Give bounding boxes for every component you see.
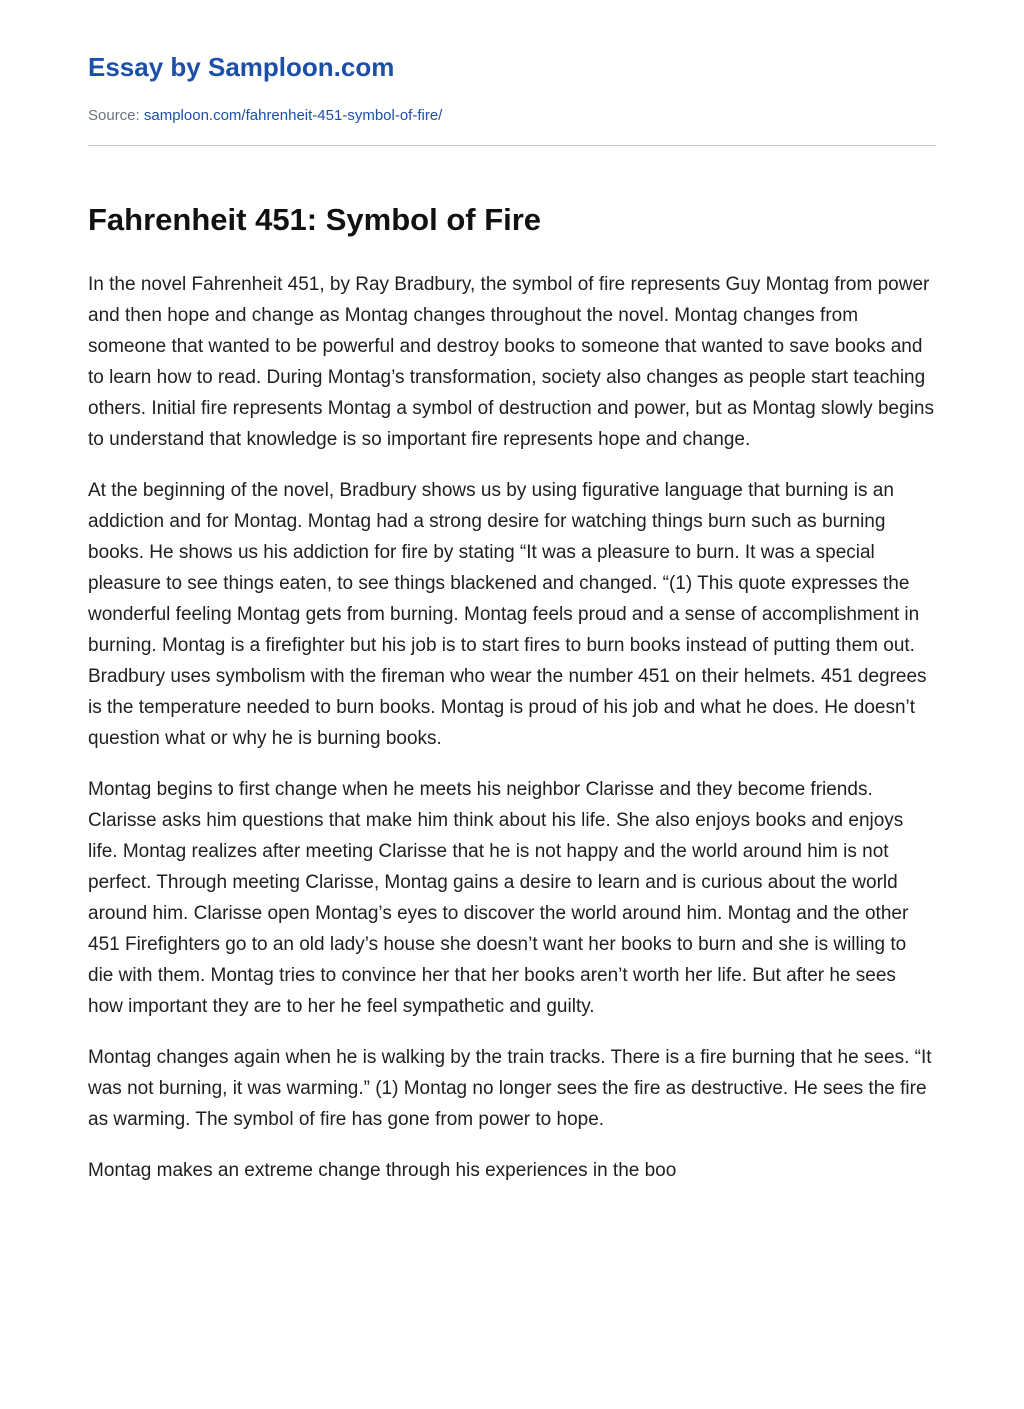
- essay-paragraph: In the novel Fahrenheit 451, by Ray Bradbury, the symbol of fire represents Guy Montag from power and then hope and change as Montag changes throughout the novel. Montag changes from someone that wanted to be powerful and destroy books to someone that wanted to save books and to learn how to read. During Montag’s transformation, society also changes as people start teaching others. Initial fire represents Montag a symbol of destruction and power, but as Montag slowly begins to understand that knowledge is so important fire represents hope and change.: [88, 274, 934, 450]
- essay-paragraph: Montag changes again when he is walking by the train tracks. There is a fire burning that he sees. “It was not burning, it was warming.” (1) Montag no longer sees the fire as destructive. He sees the fire as warming. The symbol of fire has gone from power to hope.: [88, 1047, 932, 1130]
- essay-body: [88, 269, 936, 1206]
- essay-paragraph: At the beginning of the novel, Bradbury shows us by using figurative language that burning is an addiction and for Montag. Montag had a strong desire for watching things burn such as burning books. He shows us his addiction for fire by stating “It was a pleasure to burn. It was a special pleasure to see things eaten, to see things blackened and changed. “(1) This quote expresses the wonderful feeling Montag gets from burning. Montag feels proud and a sense of accomplishment in burning. Montag is a firefighter but his job is to start fires to burn books instead of putting them out. Bradbury uses symbolism with the fireman who wear the number 451 on their helmets. 451 degrees is the temperature needed to burn books. Montag is proud of his job and what he does. He doesn’t question what or why he is burning books.: [88, 480, 927, 749]
- essay-paragraph: Montag makes an extreme change through his experiences in the boo: [88, 1160, 677, 1181]
- essay-title: Fahrenheit 451: Symbol of Fire: [88, 202, 542, 237]
- site-brand-link[interactable]: Essay by Samploon.com: [88, 52, 395, 82]
- source-line: [88, 107, 442, 124]
- source-label: Source:: [88, 107, 140, 124]
- header-divider: [88, 145, 936, 146]
- essay-paragraph: Montag begins to first change when he meets his neighbor Clarisse and they become friends. Clarisse asks him questions that make him think about his life. She also enjoys books and enjoys life. Montag realizes after meeting Clarisse that he is not happy and the world around him is not perfect. Through meeting Clarisse, Montag gains a desire to learn and is curious about the world around him. Clarisse open Montag’s eyes to discover the world around him. Montag and the other 451 Firefighters go to an old lady’s house she doesn’t want her books to burn and she is willing to die with them. Montag tries to convince her that her books aren’t worth her life. But after he sees how important they are to her he feel sympathetic and guilty.: [88, 779, 909, 1017]
- source-link[interactable]: samploon.com/fahrenheit-451-symbol-of-fire/: [143, 107, 443, 124]
